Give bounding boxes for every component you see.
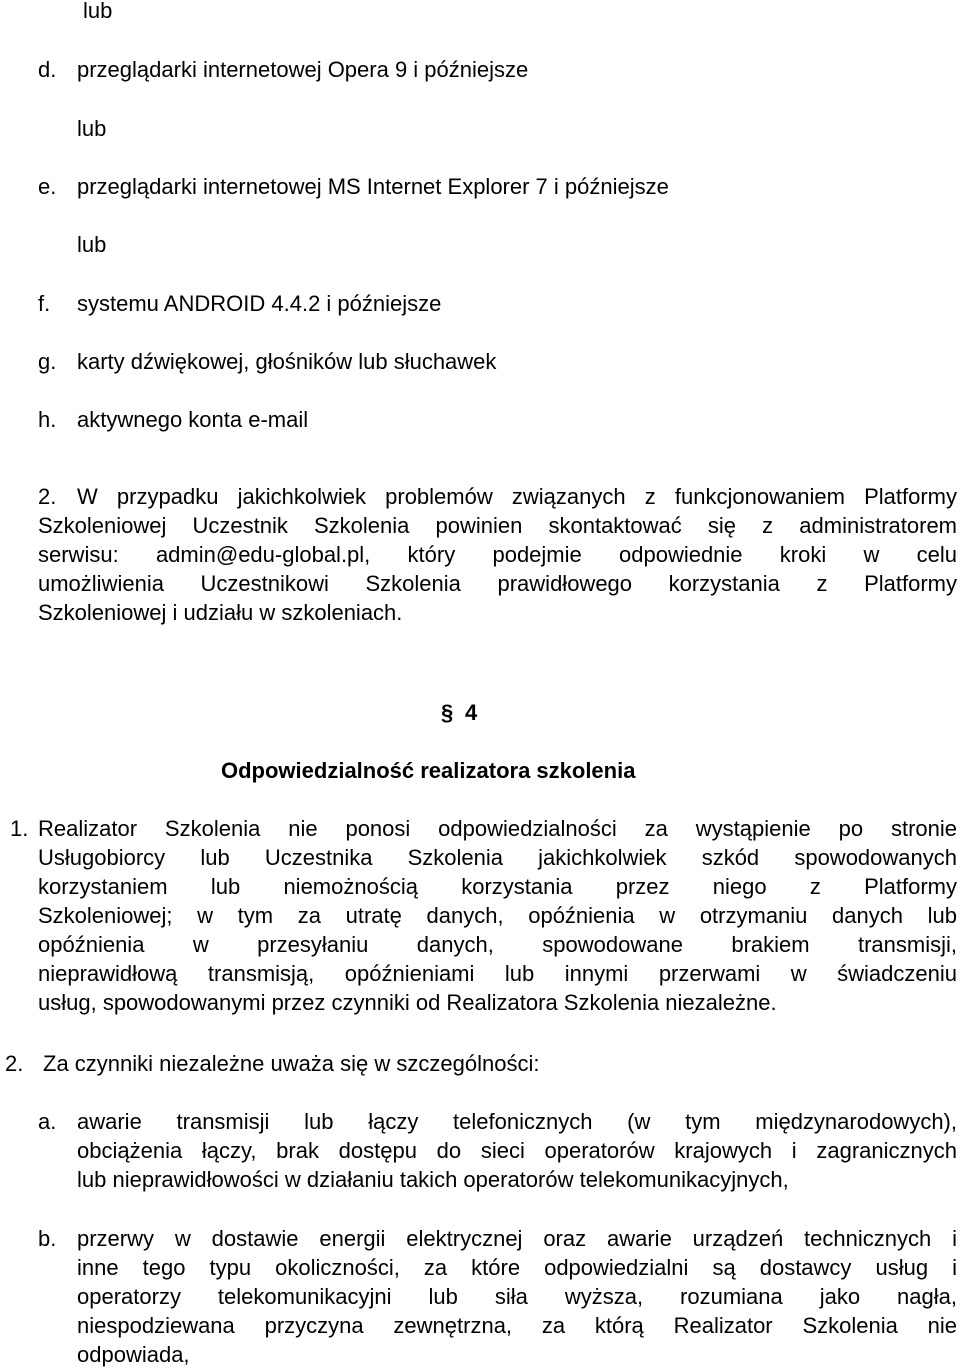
paragraph-marker: 2. bbox=[38, 484, 57, 509]
list-marker-h: h. bbox=[38, 407, 57, 432]
paragraph-line: Szkoleniowej i udziału w szkoleniach. bbox=[38, 600, 403, 625]
sub-item-line: operatorzy telekomunikacyjni lub siła wyższa, rozumiana jako nagła, bbox=[77, 1284, 957, 1309]
sub-item-line: awarie transmisji lub łączy telefonicznych (w tym międzynarodowych), bbox=[77, 1109, 957, 1134]
lub-separator: lub bbox=[77, 232, 107, 257]
point-text: Za czynniki niezależne uważa się w szczególności: bbox=[43, 1051, 540, 1076]
point-line: nieprawidłową transmisją, opóźnieniami lub innymi przerwami w świadczeniu bbox=[38, 961, 957, 986]
sub-item-line: inne tego typu okoliczności, za które odpowiedzialni są dostawcy usług i bbox=[77, 1255, 957, 1280]
list-item-h: aktywnego konta e-mail bbox=[77, 407, 309, 432]
point-marker: 2. bbox=[5, 1051, 24, 1076]
section-sign: § bbox=[441, 700, 454, 725]
paragraph-line: umożliwienia Uczestnikowi Szkolenia prawidłowego korzystania z Platformy bbox=[38, 571, 957, 596]
sub-item-marker-a: a. bbox=[38, 1109, 57, 1134]
list-item-g: karty dźwiękowej, głośników lub słuchawek bbox=[77, 349, 497, 374]
point-line: Realizator Szkolenia nie ponosi odpowiedzialności za wystąpienie po stronie bbox=[38, 816, 957, 841]
list-marker-f: f. bbox=[38, 291, 51, 316]
section-number: 4 bbox=[465, 700, 478, 725]
point-line: Szkoleniowej; w tym za utratę danych, opóźnienia w otrzymaniu danych lub bbox=[38, 903, 957, 928]
sub-item-line: lub nieprawidłowości w działaniu takich operatorów telekomunikacyjnych, bbox=[77, 1167, 789, 1192]
sub-item-line: niespodziewana przyczyna zewnętrzna, za którą Realizator Szkolenia nie bbox=[77, 1313, 957, 1338]
lub-separator: lub bbox=[77, 116, 107, 141]
sub-item-line: odpowiada, bbox=[77, 1342, 190, 1367]
paragraph-line: serwisu: admin@edu-global.pl, który podejmie odpowiednie kroki w celu bbox=[38, 542, 957, 567]
paragraph-line: Szkoleniowej Uczestnik Szkolenia powinien skontaktować się z administratorem bbox=[38, 513, 957, 538]
list-item-f: systemu ANDROID 4.4.2 i późniejsze bbox=[77, 291, 442, 316]
point-line: opóźnienia w przesyłaniu danych, spowodowane brakiem transmisji, bbox=[38, 932, 957, 957]
sub-item-marker-b: b. bbox=[38, 1226, 57, 1251]
list-marker-e: e. bbox=[38, 174, 57, 199]
point-line: korzystaniem lub niemożnością korzystania przez niego z Platformy bbox=[38, 874, 957, 899]
list-marker-d: d. bbox=[38, 57, 57, 82]
sub-item-line: obciążenia łączy, brak dostępu do sieci operatorów krajowych i zagranicznych bbox=[77, 1138, 957, 1163]
point-line: Usługobiorcy lub Uczestnika Szkolenia jakichkolwiek szkód spowodowanych bbox=[38, 845, 957, 870]
list-item-d: przeglądarki internetowej Opera 9 i późniejsze bbox=[77, 57, 529, 82]
lub-separator: lub bbox=[83, 0, 113, 23]
list-item-e: przeglądarki internetowej MS Internet Explorer 7 i późniejsze bbox=[77, 174, 669, 199]
sub-item-line: przerwy w dostawie energii elektrycznej oraz awarie urządzeń technicznych i bbox=[77, 1226, 957, 1251]
paragraph-line: W przypadku jakichkolwiek problemów związanych z funkcjonowaniem Platformy bbox=[77, 484, 957, 509]
section-title: Odpowiedzialność realizatora szkolenia bbox=[221, 758, 636, 783]
list-marker-g: g. bbox=[38, 349, 57, 374]
point-marker: 1. bbox=[10, 816, 29, 841]
point-line: usług, spowodowanymi przez czynniki od Realizatora Szkolenia niezależne. bbox=[38, 990, 777, 1015]
